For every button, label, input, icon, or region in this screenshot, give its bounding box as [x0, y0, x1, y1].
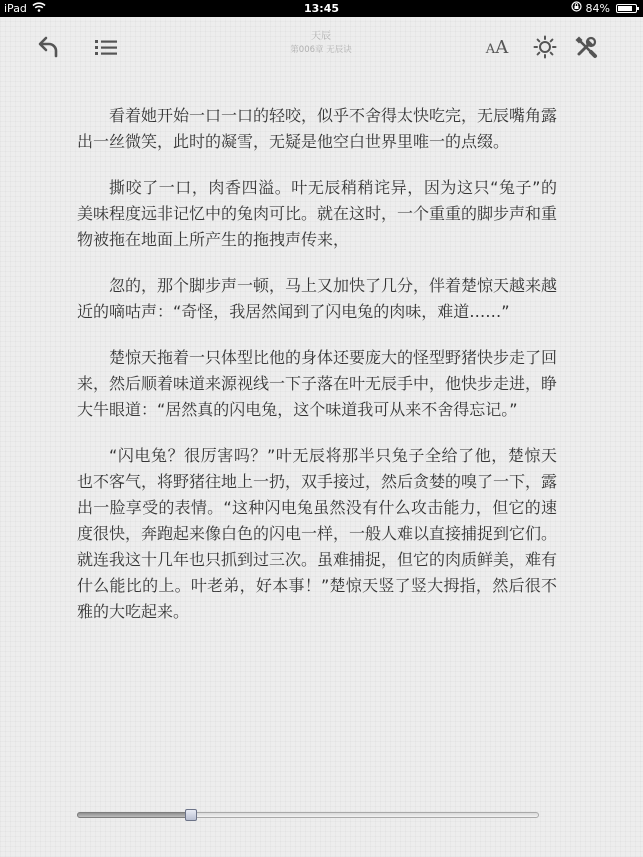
- table-of-contents-button[interactable]: [91, 32, 121, 62]
- wrench-screwdriver-icon: [574, 35, 598, 59]
- font-size-button[interactable]: [482, 32, 512, 62]
- font-size-large-a: A: [495, 36, 509, 58]
- back-arrow-icon: [37, 35, 61, 59]
- status-time: 13:45: [303, 2, 339, 15]
- font-size-label: [486, 37, 508, 58]
- battery-tip: [637, 7, 639, 10]
- rotation-lock-icon: [571, 0, 582, 17]
- paragraph: 楚惊天拖着一只体型比他的身体还要庞大的怪型野猪快步走了回来，然后顺着味道来源视线一下子落在叶无辰手中，他快步走进，睁大牛眼道：“居然真的闪电兔，这个味道我可从来不舍得忘记。”: [77, 348, 558, 419]
- reading-content: [77, 103, 557, 645]
- paragraph: 看着她开始一口一口的轻咬，似乎不舍得太快吃完，无辰嘴角露出一丝微笑，此时的凝雪，无疑是他空白世界里唯一的点缀。: [77, 106, 558, 151]
- font-size-small-a: A: [485, 41, 496, 57]
- status-bar: [0, 0, 643, 17]
- sun-icon: [533, 35, 557, 59]
- list-icon: [94, 37, 118, 57]
- paragraph: 撕咬了一口，肉香四溢。叶无辰稍稍诧异，因为这只“兔子”的美味程度远非记忆中的兔肉可比。就在这时，一个重重的脚步声和重物被拖在地面上所产生的拖拽声传来，: [77, 178, 558, 249]
- paragraph: 忽的，那个脚步声一顿，马上又加快了几分，伴着楚惊天越来越近的嘀咕声：“奇怪，我居然闻到了闪电兔的肉味，难道……”: [77, 276, 558, 321]
- back-button[interactable]: [34, 32, 64, 62]
- device-name: iPad: [4, 2, 27, 15]
- battery-fill: [618, 6, 632, 11]
- progress-thumb[interactable]: [185, 809, 197, 821]
- paragraph: “闪电兔？很厉害吗？”叶无辰将那半只兔子全给了他，楚惊天也不客气，将野猪往地上一扔，双手接过，然后贪婪的嗅了一下，露出一脸享受的表情。“这种闪电兔虽然没有什么攻击能力，但它的速度很快，奔跑起来像白色的闪电一样，一般人难以直接捕捉到它们。就连我这十几年也只抓到过三次。虽难捕捉，但它的肉质鲜美，难有什么能比的上。叶老弟，好本事！”楚惊天竖了竖大拇指，然后很不雅的大吃起来。: [77, 446, 558, 621]
- progress-fill: [77, 812, 191, 818]
- book-title: 天辰: [311, 31, 331, 42]
- battery-percent: 84%: [585, 2, 610, 15]
- battery-icon: [616, 4, 637, 13]
- settings-button[interactable]: [571, 32, 601, 62]
- reading-progress-slider[interactable]: [77, 810, 539, 820]
- status-right: [571, 0, 637, 17]
- chapter-info: [221, 30, 421, 56]
- chapter-title: 第006章 无辰诀: [290, 45, 352, 55]
- brightness-button[interactable]: [530, 32, 560, 62]
